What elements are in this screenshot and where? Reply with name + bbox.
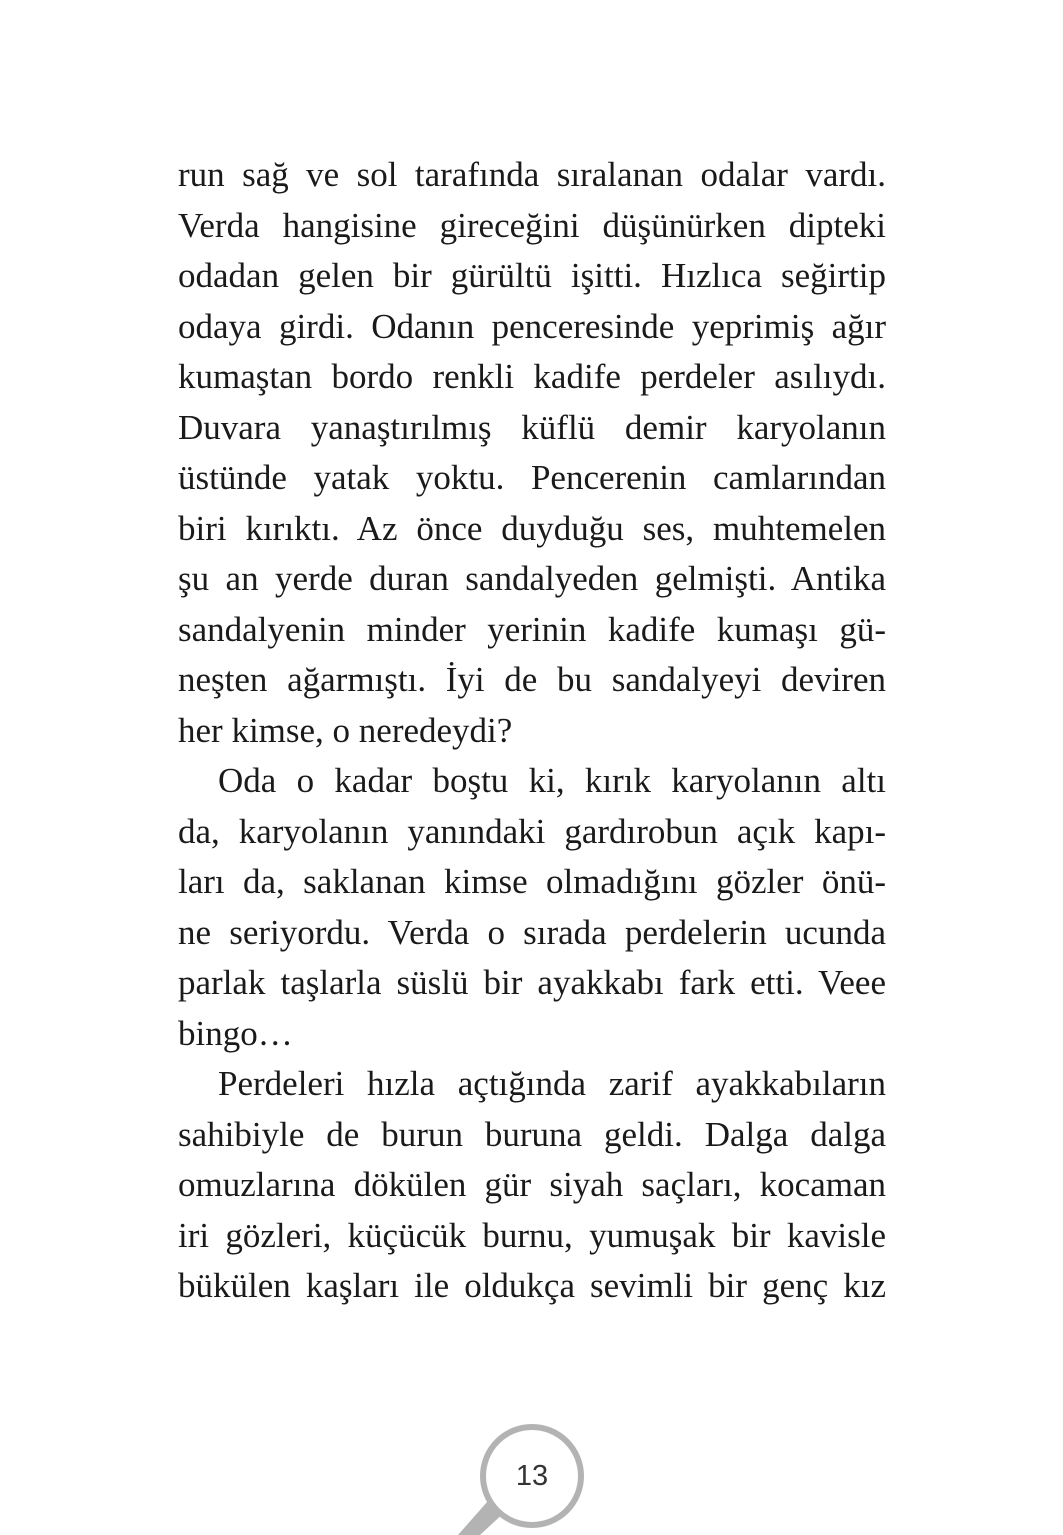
text-line: her kimse, o neredeydi? [178, 710, 513, 750]
text-line: kumaştan bordo renkli kadife perdeler asılıydı. [178, 357, 886, 396]
text-line: parlak taşlarla süslü bir ayakkabı fark etti. Veee [178, 963, 886, 1002]
text-line: Verda hangisine gireceğini düşünürken dipteki [178, 205, 886, 245]
text-line: üstünde yatak yoktu. Pencerenin camlarından [178, 458, 886, 497]
text-line: şu an yerde duran sandalyeden gelmişti. Antika [178, 559, 886, 598]
text-line: omuzlarına dökülen gür siyah saçları, kocaman [178, 1165, 886, 1204]
text-line: biri kırıktı. Az önce duyduğu ses, muhtemelen [178, 508, 886, 548]
text-line: odadan gelen bir gürültü işitti. Hızlıca seğirtip [178, 256, 886, 295]
text-line: bükülen kaşları ile oldukça sevimli bir genç kız [178, 1266, 886, 1305]
text-line: iri gözleri, küçücük burnu, yumuşak bir kavisle [178, 1215, 886, 1255]
text-line: Duvara yanaştırılmış küflü demir karyolanın [178, 407, 886, 447]
text-line: ları da, saklanan kimse olmadığını gözler önü- [178, 862, 886, 901]
text-line: sahibiyle de burun buruna geldi. Dalga dalga [178, 1114, 886, 1154]
text-line: odaya girdi. Odanın penceresinde yeprimiş ağır [178, 306, 886, 346]
page-number: 13 [515, 1460, 549, 1492]
text-line: neşten ağarmıştı. İyi de bu sandalyeyi deviren [178, 660, 886, 699]
text-line: Oda o kadar boştu ki, kırık karyolanın altı [218, 761, 886, 800]
text-line: bingo… [178, 1013, 293, 1053]
text-line: run sağ ve sol tarafında sıralanan odalar vardı. [178, 155, 886, 194]
text-line: ne seriyordu. Verda o sırada perdelerin ucunda [178, 912, 886, 952]
text-line: Perdeleri hızla açtığında zarif ayakkabıların [218, 1064, 886, 1103]
text-line: sandalyenin minder yerinin kadife kumaşı gü- [178, 609, 886, 649]
body-text [178, 150, 886, 1312]
text-line: da, karyolanın yanındaki gardırobun açık kapı- [178, 811, 886, 851]
